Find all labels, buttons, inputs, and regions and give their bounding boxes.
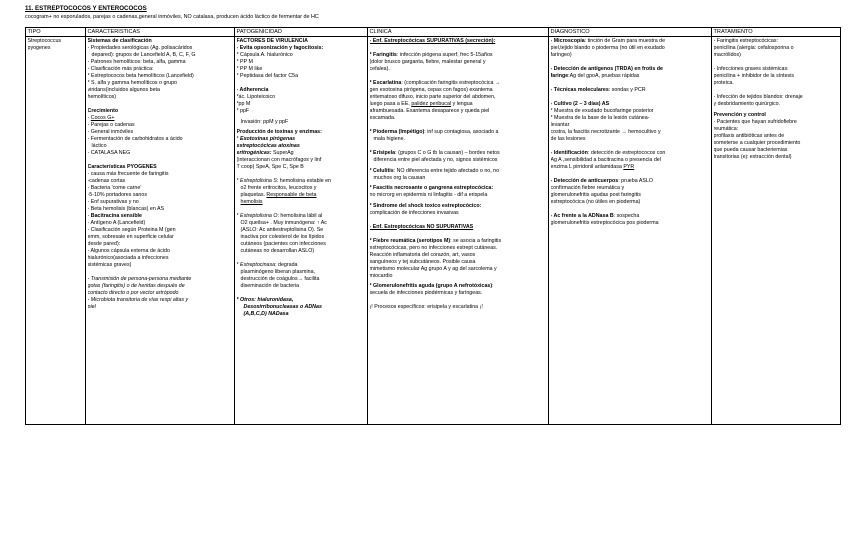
text-line: - Detección de anticuerpos <box>550 178 619 184</box>
text-line: - causa más frecuente de faringitis <box>87 171 169 177</box>
text-line: : tinción de Gram para muestra de <box>584 38 666 44</box>
text-line: : sondas y PCR <box>608 87 646 93</box>
prevencion-title: Prevención y control <box>713 111 766 118</box>
text-line: estreptocócica (no útiles en pioderma) <box>550 199 641 205</box>
text-line: * Peptidasa del factor C5a <box>236 73 299 79</box>
text-line: - Pacientes que hayan sufridofiebre <box>713 118 797 125</box>
header-diagnostico: DIAGNOSTICO <box>549 28 712 37</box>
table-row <box>26 37 841 425</box>
text-line: * Otros: hialuronidasa, <box>236 297 294 303</box>
text-line: * PP M like <box>236 66 263 72</box>
cell-tipo <box>26 37 86 425</box>
text-line: confirmación fiebre reumática y <box>550 185 625 191</box>
text-line: * Estreptolisina S: hemolisina estable en <box>236 178 332 184</box>
text-line: palidez peribucal <box>411 101 452 107</box>
text-line: * S. alfa y gamma hemolíticos o grupo <box>87 80 178 86</box>
text-line: penicilina + inhibidor de la síntesis <box>713 73 795 79</box>
text-line: piel <box>87 304 96 310</box>
text-line <box>370 283 547 290</box>
cell-caracteristicas <box>86 37 235 425</box>
header-row <box>26 28 841 37</box>
text-line: plasminógeno liberan plasmina, <box>240 269 315 275</box>
adherencia-title: - Adherencia <box>236 87 269 93</box>
cell-tratamiento <box>712 37 841 425</box>
text-line: : prueba ASLO <box>618 178 653 184</box>
text-line: enzima L pirridonil arilamidasa <box>550 164 624 170</box>
virulencia-title: FACTORES DE VIRULENCIA <box>236 38 308 44</box>
text-line: desde pared): <box>87 241 121 247</box>
text-line: : sospecha <box>613 213 640 219</box>
text-line: - Clasificación según Proteina M (gen <box>87 227 176 233</box>
text-line <box>237 192 366 199</box>
text-line: faríngeo) <box>550 52 572 58</box>
text-line: - Infección de tejidos blandos: drenaje <box>713 94 803 100</box>
invasion-line: Invasión: ppM y ppF <box>240 118 289 125</box>
text-line: - Parejas o cadenas <box>87 122 135 128</box>
text-line: inactiva por colesterol de los lípidos <box>240 234 325 240</box>
text-line: - Detección de antígenos (TRDA) en frotis de <box>550 66 663 72</box>
text-line: - Cultivo (2 – 3 días) AS <box>550 101 610 107</box>
tipo-line: Streptococcus <box>27 38 62 44</box>
notes-table <box>25 27 841 425</box>
text-line: estreptocócicas, pero no infecciones estrept cutáneas. <box>369 244 498 251</box>
text-line: * Estreptolisina O: hemolisina lábil al <box>236 213 323 219</box>
evita-title: - Evita opsonización y fagocitosis: <box>236 45 324 51</box>
text-line: - Microscopía <box>550 38 585 44</box>
doc-title: 11. ESTREPTOCOCOS Y ENTEROCOCOS <box>25 5 147 12</box>
text-line: Ag A ,sensibilidad a bacitracina o presencia del <box>550 157 661 163</box>
text-line: : infección piógena superf, frec 5-15años <box>396 52 493 58</box>
text-line: someterse a cualquier procedimiento <box>713 139 801 146</box>
text-line: contacto directo o por vector artrópodo <box>87 290 179 296</box>
text-line <box>370 101 547 108</box>
text-line: - Transmisión de persona-persona mediante <box>87 276 192 282</box>
text-line: * ppF <box>236 108 250 114</box>
cell-diagnostico <box>549 37 712 425</box>
text-line: sanguíneos y tej subcutáneos. Posible causa <box>369 258 476 265</box>
text-line: cutáneos (pacientes con infecciones <box>240 241 326 247</box>
text-line: : degrada <box>275 262 298 268</box>
header-caracteristicas: CARACTERISTICAS <box>86 28 235 37</box>
text-line: - Microbiota transitoria de vías respi altas y <box>87 297 189 303</box>
text-line <box>370 80 547 87</box>
text-line: eritematoso difuso, inicio parte superior del abdomen, <box>369 94 496 100</box>
text-line: - Bacitracina sensible <box>87 213 142 219</box>
text-line: y desbridamiento quirúrgico. <box>713 101 781 107</box>
text-line <box>370 168 547 175</box>
text-line: piel,tejido blando o pioderma (no útil en exudado <box>550 45 665 51</box>
supurativas-title: - Enf. Estreptocócicas SUPURATIVAS (secreción): <box>369 38 496 44</box>
text-line: - Enf supurativas y no <box>87 199 139 205</box>
text-line: (ASLO: Ac antiestreptolisina O). Se <box>240 227 324 233</box>
text-line <box>370 52 547 59</box>
text-line: - Faringitis estreptocócicas: <box>713 38 778 44</box>
text-line: diseminación de bacteria <box>240 283 300 289</box>
text-line: eritrogénicas: <box>236 150 274 156</box>
text-line: : hemolisina lábil al <box>277 213 323 219</box>
text-line: * PP M <box>236 59 253 65</box>
text-line: plaquetas. <box>240 192 267 198</box>
text-line: viridans(incluidos algunos beta <box>87 87 160 93</box>
text-line: - CATALASA NEG <box>87 150 131 156</box>
text-line: sistémicas graves) <box>87 262 132 268</box>
text-line: - Patrones hemolíticos: beta, alfa, gamma <box>87 59 186 65</box>
text-line: - Algunos cápsula externa de ácido <box>87 248 170 254</box>
header-clinica: CLINICA <box>368 28 549 37</box>
text-line: Responsable de beta <box>266 192 317 198</box>
clasificacion-title: Sistemas de clasificación <box>87 38 152 44</box>
text-line: complicación de infecciones invasivas <box>369 209 459 216</box>
text-line: glomerulonefritis estreptocócica pos pioderma <box>550 220 659 226</box>
bacitracina-label: Bacitracina sensible <box>90 213 142 219</box>
text-line: mimetismo molecular Ag grupo A y ag del sarcolema y <box>369 265 497 272</box>
text-line: que pueda causar bacteriemias <box>713 146 788 153</box>
toxinas-title: Producción de toxinas y enzimas: <box>236 129 322 135</box>
text-line: aframbuesada. Exantema desaparece y queda piel <box>369 108 490 114</box>
text-line <box>551 213 710 220</box>
text-line: T coop) SpeA, Spe C, Spe B <box>236 164 304 170</box>
text-line: * Escarlatina <box>369 80 402 86</box>
text-line: -cadenas cortas <box>87 178 126 184</box>
text-line: de las lesiones <box>550 136 586 142</box>
text-line: * Estreptocinasa: degrada <box>236 262 298 268</box>
text-line: * Muestra de la base de la lesión cutánea- <box>550 115 650 121</box>
cell-clinica <box>368 37 549 425</box>
text-line: miocardio <box>369 272 393 279</box>
text-line: (dolor brusco garganta, fiebre, malestar general y <box>369 59 486 65</box>
text-line: * Estreptococos beta hemolíticos (Lancefield) <box>87 73 194 79</box>
text-line <box>551 178 710 185</box>
text-line: * Síndrome del shock toxico estreptocócico: <box>369 202 482 209</box>
text-line: diferencia entre piel afectada y no, signos sistémicos <box>373 157 498 163</box>
text-line: - Beta hemolisis (blancas) en AS <box>87 206 165 212</box>
text-line: estreptocócicas atoxinas <box>236 143 300 149</box>
text-line: - Cocos G+ <box>87 115 115 121</box>
text-line: depared): grupos de Lancefield A, B, C, F, G <box>91 52 196 58</box>
text-line: - Bacteria 'come carne' <box>87 185 142 191</box>
text-line: y lengua <box>451 101 473 107</box>
text-line: * Pioderma (Impétigo) <box>369 129 425 135</box>
cell-patogenicidad <box>235 37 368 425</box>
text-line: macrólidos) <box>713 52 741 58</box>
text-line: gotas (faringitis) o de heridas después de <box>87 283 185 289</box>
text-line: cefalea). <box>369 66 390 72</box>
text-line: no microrg en epidermis ni linfagitis - dif a erispela <box>369 192 488 198</box>
text-line: *ác. Lipoteicoico <box>236 94 276 100</box>
text-line: proteica. <box>713 80 734 86</box>
text-line: Estreptocinasa <box>240 262 276 268</box>
text-line: : NO diferencia entre tejido afectado o no, no <box>393 167 500 174</box>
text-line: - General inmóviles <box>87 129 134 135</box>
text-line: - Antígeno A (Lancefield) <box>87 220 146 226</box>
text-line: Exotoxinas pirógenas <box>240 136 296 142</box>
text-line: (interaccionan con macrófagos y linf <box>236 157 322 163</box>
text-line: - Ac frente a la ADNasa B <box>550 213 614 219</box>
text-line: Reacción inflamatoria del corazón, art, vasos <box>369 251 476 258</box>
text-line: penicilina (alergia: cefalosporina o <box>713 45 794 51</box>
text-line: hialurónico(asociada a infecciones <box>87 255 169 261</box>
text-line: Cocos G+ <box>90 115 115 121</box>
header-tratamiento: TRATAMIENTO <box>712 28 841 37</box>
header-patogenicidad: PATOGENICIDAD <box>235 28 368 37</box>
crecimiento-title: Crecimiento <box>87 108 119 114</box>
text-line: levantar <box>550 122 570 128</box>
text-line: (A,B,C,D) NADasa <box>243 311 289 317</box>
text-line: * Fascitis necrosante o gangrena estreptocócica: <box>369 185 494 191</box>
text-line: :Ag del gpoA, pruebas rápidas <box>568 73 640 79</box>
text-line: O2 queilsa+ . Muy inmunógena: ↑ Ac <box>240 220 327 226</box>
text-line: -5-10% portadores sanos <box>87 192 147 198</box>
text-line: - Propiedades serológicas (Ag. polisacáridos <box>87 45 193 51</box>
text-line: * Erisipela <box>369 150 396 156</box>
text-line: Estreptolisina O <box>240 213 278 219</box>
tipo-line: pyogenes <box>27 45 51 51</box>
text-line: *pp M <box>236 101 251 107</box>
text-line: cutáneas no desarrollan ASLO) <box>240 248 315 254</box>
text-line <box>551 87 710 94</box>
text-line: muchos org la causan <box>373 174 426 181</box>
text-line: mala higiene. <box>373 136 406 142</box>
text-line: o2 frente eritrocitos, leucocitos y <box>240 185 317 191</box>
text-line: glomerulonefritis agudas post faringitis <box>550 192 641 198</box>
text-line <box>551 38 710 45</box>
document-page <box>25 5 840 425</box>
text-line: * Fiebre reumática (serotipos M) <box>369 237 451 244</box>
text-line: PYR <box>623 164 635 170</box>
text-line: - Técnicas moleculares <box>550 87 609 93</box>
text-line: SuperAg <box>273 150 294 156</box>
text-line: - Identificación <box>550 150 588 156</box>
text-line: reumática: <box>713 125 739 132</box>
text-line: profilaxis antibióticas antes de <box>713 132 785 139</box>
text-line <box>551 164 710 171</box>
text-line: * Cápsula A. hialurónico <box>236 52 293 58</box>
text-line: * Faringitis <box>369 52 397 58</box>
text-line <box>370 238 547 245</box>
text-line <box>370 150 547 157</box>
text-line: : <box>492 283 494 289</box>
text-line: hemolíticos) <box>87 94 117 100</box>
text-line: : se asocia a faringitis <box>450 237 502 244</box>
text-line: emm, sobresale en superficie celular <box>87 234 174 240</box>
text-line <box>370 129 547 136</box>
no-supurativas-title: - Enf. Estreptocócicas NO SUPURATIVAS <box>369 223 474 230</box>
text-line: destrucción de coágulos→ facilita <box>240 276 320 282</box>
text-line: Desoxirribonucleasas o ADNas <box>243 304 322 310</box>
text-line: faringe <box>550 73 569 79</box>
text-line: transitorias (ej: extracción dental) <box>713 153 792 160</box>
text-line: - Infecciones graves sistémicas: <box>713 66 789 72</box>
text-line: Estreptolisina S <box>240 178 277 184</box>
text-line: - Fermentación de carbohidratos a ácido <box>87 136 183 142</box>
text-line: - Clasificación más práctica: <box>87 66 154 72</box>
text-line: * Glomerulonefritis aguda (grupo A nefrotóxicas) <box>369 283 493 289</box>
text-line: : detección de estreptococos con <box>587 150 666 156</box>
text-line: escamada. <box>369 115 396 121</box>
text-line: : hemolisina estable en <box>276 178 332 184</box>
text-line: ¡! Procesos específicos: erisipela y escarlatina ¡! <box>369 304 483 310</box>
text-line <box>237 150 366 157</box>
text-line <box>551 73 710 80</box>
text-line: : (grupos C o G tb la causan) – bordes netos <box>395 150 500 156</box>
text-line: hemolisis <box>240 199 263 205</box>
doc-subtitle: cocogram+ no esporulados, parejas o cadenas,general inmóviles, NO catalasa, producen ácido láctico de fermentar de HC <box>25 14 319 20</box>
text-line: * Exotoxinas pirógenas <box>236 136 296 142</box>
text-line: secuela de infecciones piodérmicas y faríngeas. <box>369 290 483 296</box>
text-line: * Muestra de exudado bucofaringe posterior <box>550 108 654 114</box>
header-tipo: TIPO <box>26 28 86 37</box>
text-line: luego pasa a EE, <box>369 101 412 107</box>
pyogenes-title: Características PYOGENES <box>87 164 157 170</box>
text-line: láctico <box>91 143 107 149</box>
text-line: : inf sup contagiosa, asociado a <box>424 129 499 135</box>
text-line <box>551 150 710 157</box>
text-line: costra, la fascitis necrotizante → hemocultivo y <box>550 129 661 135</box>
text-line: : (complicación faringitis estreptocócica → <box>401 80 501 86</box>
text-line: gen exotoxina pirógena, cepas con fagos) exantema <box>369 87 493 93</box>
text-line: * Celulitis <box>369 167 394 174</box>
